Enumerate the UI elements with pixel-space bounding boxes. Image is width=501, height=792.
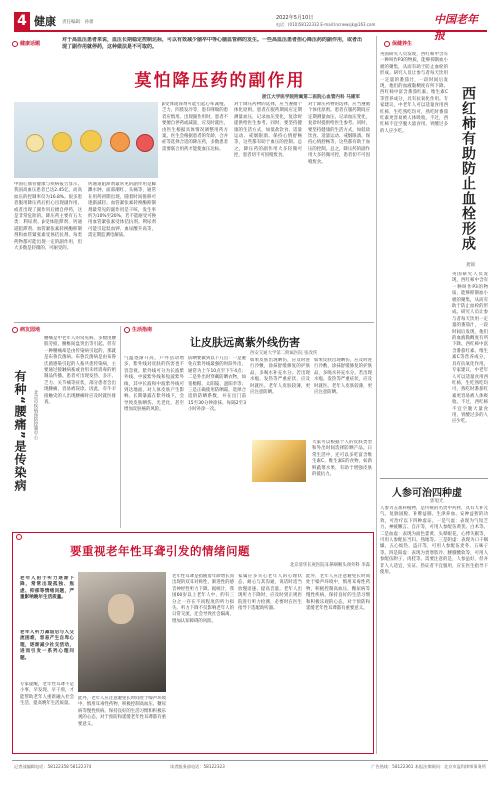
sidebar-divider: [376, 36, 377, 754]
footer-mid: 读者服务部电话：58122323: [170, 764, 225, 769]
ginseng-text: 人参为五加科植物，是传统的名贵中药材，具有大补元气、复脉固脱、补脾益肺、生津养血、安神益智的功效，可治疗以下四种虚证。一是气虚：表现为气短乏力、神疲懒言、自汗等，可用人参配伍黄芪、白术等。二是血虚：表现为面色萎黄、头晕眼花、心悸失眠等，可用人参配伍当归、熟地等。三是阴虚：表现为口干咽燥、五心烦热、盗汗等，可用人参配伍麦冬、五味子等。四是阳虚：表现为畏寒肢冷、腰膝酸软等，可用人参配伍附子、肉桂等。需要注意的是，人参虽好，但并非人人适宜，实证、热证者不宜服用，应在医生指导下使用。: [380, 506, 488, 576]
tag-dot-icon: [124, 327, 130, 333]
sidebar-byline: 龚锦: [466, 263, 475, 268]
elderly-man-photo: [78, 572, 166, 692]
article4-lede2: 老年人听力减退后与人交流困难，容易产生自卑心理，逐渐减少社交活动，进而引发一系列心理问题。: [20, 630, 74, 661]
face-icon: [136, 134, 154, 152]
article1-lede: 对于高血压患者来说，血压长期稳定控制达标，可以有效减少脑卒中等心脑血管病的发生。一些高血压患者担心降压药的副作用，或者出现了副作用就停药，这种做法是不可取的。: [62, 37, 362, 50]
tag-dot-icon: [12, 41, 18, 47]
tag-circle: [16, 534, 22, 540]
face-icon: [52, 132, 72, 152]
article3-text1: 气温逐渐升高，户外活动增多，紫外线对皮肤的伤害也不容忽视。紫外线可分为长波紫外线、中波紫外线和短波紫外线，其中长波和中波紫外线可到达地面，对人体皮肤产生影响。长期暴露在紫外线下，会导致皮肤晒伤、光老化，甚至增加皮肤癌的风险。: [124, 356, 184, 413]
article2-divider: [120, 326, 121, 528]
article1-byline: 浙江大学医学院附属第二医院心血管内科 马建军: [261, 95, 360, 100]
emoji-faces-photo: [14, 102, 158, 178]
face-icon: [26, 134, 44, 152]
article4-lede1: 老年人由于听力逐渐下降，常常出现孤独、焦虑、抑郁等情绪问题，严重影响晚年生活质量。: [20, 576, 74, 601]
tag-dot-icon: [12, 327, 18, 333]
footer-left: 记者部编辑电话：58122358 58122374: [14, 764, 92, 769]
sidebar-vertical-title: 西红柿有助防止血栓形成: [460, 86, 476, 251]
footer-rule: [12, 760, 488, 761]
person-head-icon: [108, 594, 134, 624]
tag-life-guide: 生活指南: [124, 326, 152, 333]
article2-vertical-title: 有种“腰痛”是传染病: [13, 370, 27, 492]
article1-col5: 对于降压药物的选择，应当遵循个体化原则。患者在服药期间应定期测量血压，记录血压变化，复诊时提供给医生参考。同时，要坚持健康的生活方式，如低盐饮食、适量运动、戒烟限酒、保持心情舒畅等，这些都有助于血压的控制。总之，降压药的副作用大多轻微可控，患者切不可因噎废食。: [308, 102, 370, 165]
article3-byline: 西安交通大学第二附属医院 张改侠: [250, 351, 318, 356]
article2-text: 腰痛是中老年人的常见病，多数由腰肌劳损、腰椎间盘突出等引起。但有一种腰痛却是由传染病引起的，那就是布鲁氏菌病。布鲁氏菌病是由布鲁氏菌感染引起的人畜共患传染病，主要通过接触病畜或食用未经消毒的奶制品传播。患者可出现发热、多汗、乏力、关节痛等症状，部分患者会出现腰痛，容易被误诊。因此，有牛羊接触史的人出现腰痛时应及时就医排查。: [44, 336, 116, 406]
editor-credit: 责任编辑：孙蕾: [62, 20, 94, 25]
article1-title: 莫怕降压药的副作用: [134, 71, 306, 91]
article3-text3: 如果皮肤出现晒伤，应及时进行冷敷，涂抹舒缓修复的护肤品，多喝水补充水分。若出现水疱、发热等严重症状，应及时就医。老年人皮肤较薄，更应注意防晒。: [250, 358, 310, 396]
face-icon: [80, 130, 102, 152]
article3-title: 让皮肤远离紫外线伤害: [190, 336, 300, 349]
article1-col4: 对于降压药物的选择，应当遵循个体化原则。患者在服药期间应定期测量血压，记录血压变化，复诊时提供给医生参考。同时，要坚持健康的生活方式，如低盐饮食、适量运动、戒烟限酒、保持心情舒畅等，这些都有助于血压的控制。总之，降压药的副作用大多轻微可控，患者切不可因噎废食。: [234, 102, 302, 159]
section-name: 健康: [34, 15, 56, 28]
article4-text1: 老年性耳聋是指随着年龄增长而出现的双耳对称性、渐进性的感音神经性听力下降。据统计，我国60岁以上老年人中，约有三分之一存在不同程度的听力损失。听力下降不仅影响老年人的日常交流，还会导致社会隔离，增加认知障碍的风险。: [172, 574, 234, 624]
tag-health-care: 保健养生: [384, 40, 412, 47]
sidebar-text: 英国研究人员发现，西红柿中含有一种叫作P3的物质，能够抑制血小板的聚集，从而有助于防止血栓的形成。研究人员让参与者每天饮用一定量的番茄汁，一段时间后发现，他们的血液黏稠度有所下降。西红柿中富含番茄红素、维生素C等营养成分，具有抗氧化作用。专家建议，中老年人可以适量食用西红柿，生吃熟吃均可，熟吃时番茄红素更容易被人体吸收。不过，西红柿不宜空腹大量食用，胃酸过多的人应少吃。: [380, 52, 448, 134]
sidebar-rule: [380, 478, 488, 479]
mid-rule: [14, 322, 374, 323]
article4-text3: 此外，老年人应注意避免长时间处于噪声环境中，慎用耳毒性药物，积极控制高血压、糖尿病等慢性疾病。保持良好的生活习惯和积极乐观的心态，对于预防和延缓老年性耳聋都有重要意义。: [306, 574, 370, 612]
issue-date: 2022年5月10日: [276, 15, 314, 21]
article4-byline: 北京清华长庚医院耳鼻咽喉头颈外科 李淼: [289, 563, 370, 568]
article4-text1b: 此外，老年人应注意避免长时间处于噪声环境中，慎用耳毒性药物，积极控制高血压、糖尿病等慢性疾病。保持良好的生活习惯和积极乐观的心态，对于预防和延缓老年性耳聋都有重要意义。: [78, 696, 166, 727]
article2-byline: 北京市疾病预防控制中心: [33, 390, 38, 440]
paper-name: 中国老年报: [434, 13, 478, 42]
article4-text4: 专家提醒，老年性耳聋不是小事，早发现、早干预，才能帮助老年人重新融入社会生活，提高晚年生活质量。: [20, 682, 74, 707]
article3-text4: 大家可以根据个人的皮肤类型和外出时间选择防晒产品。日常生活中，还可以多吃富含维生素C、维生素E的食物，如新鲜蔬菜水果，有助于增强皮肤的抵抗力。: [312, 440, 372, 478]
article1-col1: 中国心血管健康与疾病报告显示，我国高血压患者已达2.45亿，而高血压的控制率仅为16.8%。很多患者服用降压药后担心出现副作用，或者出现了副作用后擅自停药，这是非常危险的。降压药主要有五大类：利尿剂、β受体阻滞剂、钙通道阻滞剂、血管紧张素转换酶抑制剂和血管紧张素受体拮抗剂。每类药物都可能出现一定的副作用，但大多数是轻微的、可耐受的。: [14, 182, 82, 252]
header-bar: [14, 10, 487, 42]
sidebar-text-right: 英国研究人员发现，西红柿中含有一种叫作P3的物质，能够抑制血小板的聚集，从而有助于防止血栓的形成。研究人员让参与者每天饮用一定量的番茄汁，一段时间后发现，他们的血液黏稠度有所下降。西红柿中富含番茄红素、维生素C等营养成分，具有抗氧化作用。专家建议，中老年人可以适量食用西红柿，生吃熟吃均可，熟吃时番茄红素更容易被人体吸收。不过，西红柿不宜空腹大量食用，胃酸过多的人应少吃。: [452, 272, 488, 425]
article3-text3b: 如果皮肤出现晒伤，应及时进行冷敷，涂抹舒缓修复的护肤品，多喝水补充水分。若出现水疱、发热等严重症状，应及时就医。老年人皮肤较薄，更应注意防晒。: [314, 358, 372, 396]
ginseng-title: 人参可治四种虚: [392, 488, 462, 499]
tag-dot-icon: [16, 534, 22, 540]
article4-text2: 家属应多关心老年人的心理状态，耐心与其沟通，说话时适当放慢语速、提高音量。老年人出现听力下降时，应及时到正规医院进行听力检测，必要时在医生指导下选配助听器。: [238, 574, 302, 612]
article3-text2: 防晒要做到以下几点：一是避免在紫外线最强的时段外出，通常为上午10点至下午4点；二是外出时穿戴防晒衣物，如宽檐帽、太阳镜、遮阳伞等；三是正确使用防晒霜，选择合适的防晒系数，并在出门前15至30分钟涂抹，每隔2至3小时补涂一次。: [188, 356, 246, 413]
tag-patient-corner: 病友园地: [12, 326, 40, 333]
article1-col3: β受体阻滞剂可能引起心率减慢、乏力、四肢发冷等，患有哮喘的患者应慎用。出现副作用时，患者不要擅自停药或减量，应及时就医，由医生根据具体情况调整用药方案。医生会根据患者的年龄、合并症等选择合适的降压药，多数患者需要联合用药才能使血压达标。: [162, 102, 228, 152]
footer-right: 广告热线：58122361 本报法律顾问：北京市盈科律师事务所: [371, 764, 486, 769]
sunlight-photo: [252, 440, 306, 482]
article4-title: 要重视老年性耳聋引发的情绪问题: [70, 544, 250, 558]
tag-health-topic: 健康话题: [12, 40, 40, 47]
ginseng-byline: 郭旭光: [430, 499, 444, 504]
tag-dot-icon: [384, 41, 390, 47]
contact-info: 电话：(010)58122332 E-mail:lncnewsjk@163.com: [276, 22, 376, 27]
article1-col2: 钙通道阻滞剂最常见的副作用是脚踝水肿、面部潮红、头痛等，通常在用药初期出现，随着时间推移可逐渐减轻。血管紧张素转换酶抑制剂最常见的副作用是干咳，发生率约为10%至20%，若不能耐受可换用血管紧张素受体拮抗剂。利尿剂可能引起低血钾、血尿酸升高等，需定期监测电解质。: [88, 182, 156, 239]
face-icon: [110, 132, 130, 152]
page-number: 4: [14, 12, 30, 30]
